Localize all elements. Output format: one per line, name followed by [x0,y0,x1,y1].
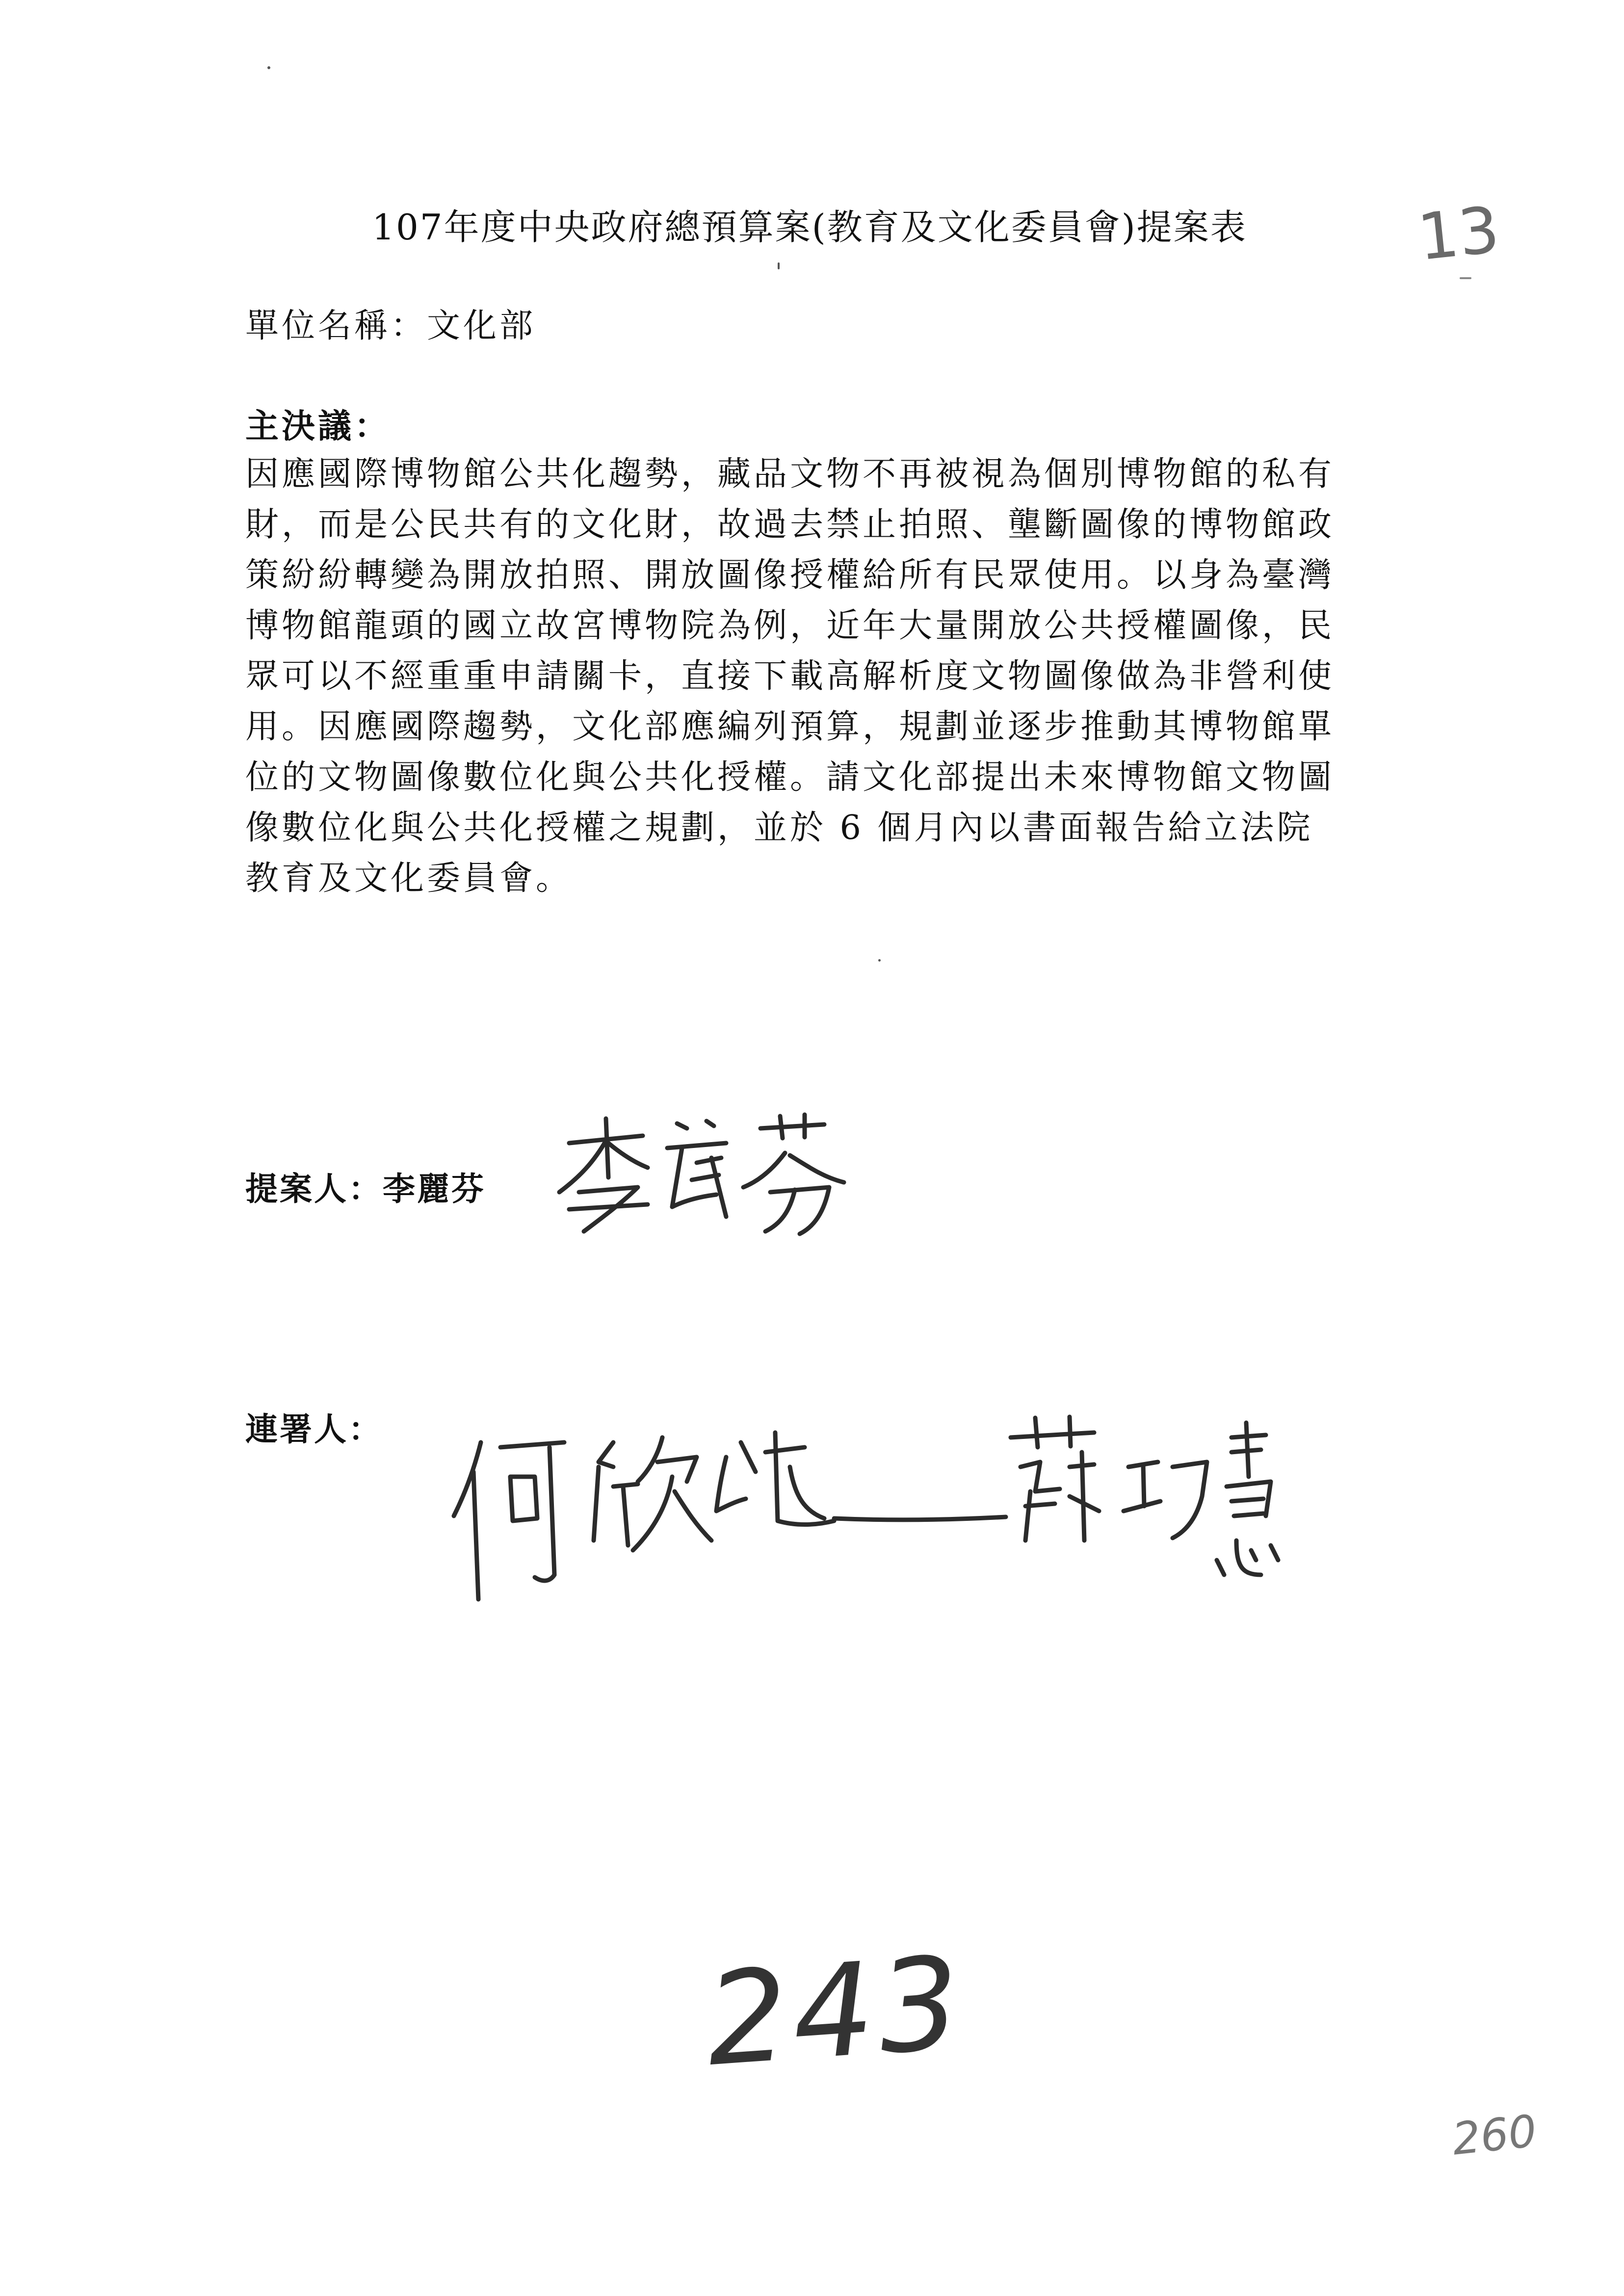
resolution-line: 像數位化與公共化授權之規劃，並於 6 個月內以書面報告給立法院 [245,809,1313,847]
scan-speck [778,262,780,269]
resolution-line: 財，而是公民共有的文化財，故過去禁止拍照、壟斷圖像的博物館政 [245,505,1335,544]
handwritten-center-number: 243 [702,1929,970,2095]
proposer-signature [550,1109,864,1246]
resolution-line: 策紛紛轉變為開放拍照、開放圖像授權給所有民眾使用。以身為臺灣 [245,556,1335,595]
cosigner-label: 連署人： [245,1410,383,1448]
handwritten-page-number: 13 [1414,192,1503,275]
resolution-line: 用。因應國際趨勢，文化部應編列預算，規劃並逐步推動其博物館單 [245,707,1335,746]
resolution-line: 眾可以不經重重申請關卡，直接下載高解析度文物圖像做為非營利使 [245,657,1335,696]
proposer-label: 提案人：李麗芬 [245,1170,486,1208]
resolution-line: 因應國際博物館公共化趨勢，藏品文物不再被視為個別博物館的私有 [245,455,1335,494]
resolution-body [245,449,1388,904]
handwritten-corner-number: 260 [1449,2105,1539,2166]
scan-speck [1460,277,1471,279]
resolution-label: 主決議： [245,407,391,446]
unit-name: 單位名稱：文化部 [245,307,536,345]
scan-speck [878,959,881,962]
cosigner-signatures [451,1413,1285,1619]
resolution-line: 位的文物圖像數位化與公共化授權。請文化部提出未來博物館文物圖 [245,758,1335,797]
document-title: 107年度中央政府總預算案(教育及文化委員會)提案表 [372,207,1247,248]
scan-speck [267,66,270,69]
resolution-line: 博物館龍頭的國立故宮博物院為例，近年大量開放公共授權圖像，民 [245,606,1335,645]
resolution-line: 教育及文化委員會。 [245,859,573,898]
